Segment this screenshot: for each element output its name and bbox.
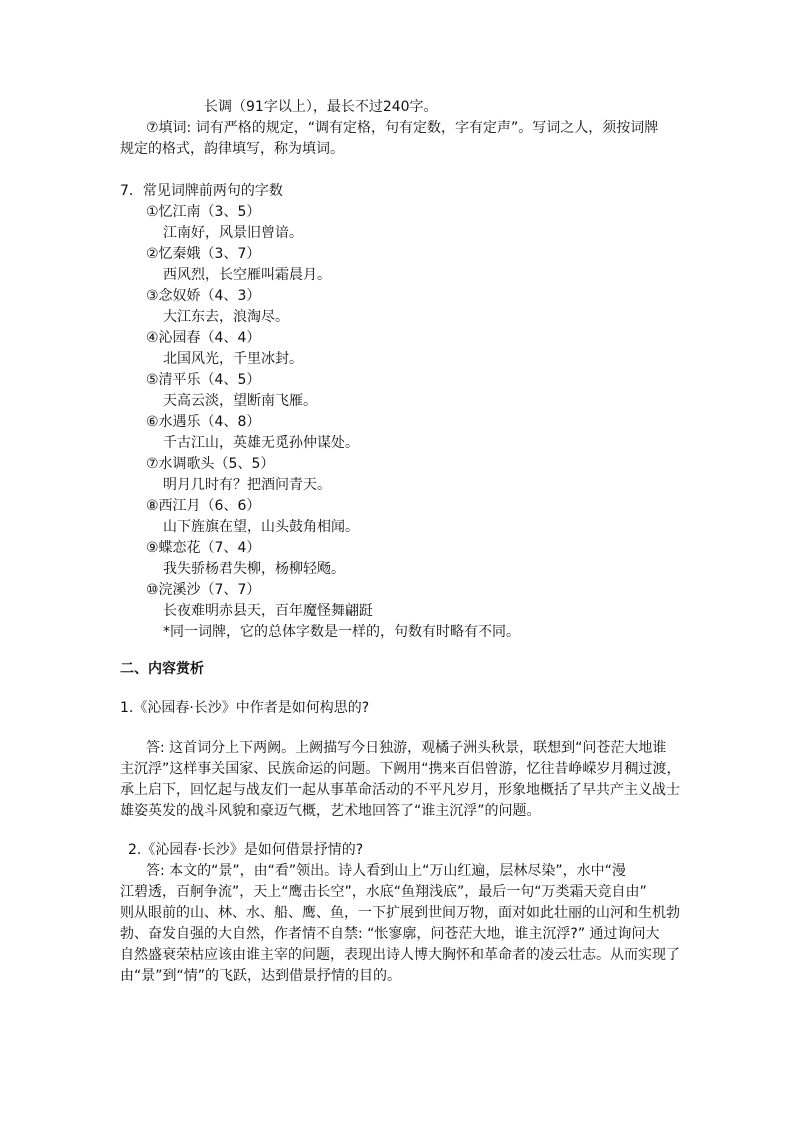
cipai-item-5: ⑤清平乐（4、5） bbox=[146, 372, 261, 388]
cipai-example-9: 我失骄杨君失柳，杨柳轻飏。 bbox=[163, 561, 345, 577]
tianci-paragraph-line-1: ⑦填词: 词有严格的规定，“调有定格，句有定数，字有定声”。写词之人，须按词牌 bbox=[146, 120, 659, 136]
cipai-item-3: ③念奴娇（4、3） bbox=[146, 288, 261, 304]
answer-1-line-3: 承上启下，回忆起与战友们一起从事革命活动的不平凡岁月，形象地概括了早共产主义战士 bbox=[120, 782, 680, 798]
cipai-example-7: 明月几时有？把酒问青天。 bbox=[163, 477, 331, 493]
answer-1-line-1: 答: 这首词分上下两阙。上阙描写今日独游，观橘子洲头秋景，联想到“问苍茫大地谁 bbox=[146, 740, 667, 756]
cipai-example-10: 长夜难明赤县天，百年魔怪舞翩跹 bbox=[163, 603, 373, 619]
cipai-note: *同一词牌，它的总体字数是一样的，句数有时略有不同。 bbox=[163, 624, 520, 640]
cipai-example-6: 千古江山，英雄无觅孙仲谋处。 bbox=[163, 435, 359, 451]
question-2: 2.《沁园春·长沙》是如何借景抒情的? bbox=[128, 842, 364, 858]
cipai-example-5: 天高云淡，望断南飞雁。 bbox=[163, 393, 317, 409]
section-heading-common-cipai: 7．常见词牌前两句的字数 bbox=[120, 183, 283, 199]
cipai-example-2: 西风烈，长空雁叫霜晨月。 bbox=[163, 267, 331, 283]
cipai-item-7: ⑦水调歌头（5、5） bbox=[146, 456, 275, 472]
cipai-item-8: ⑧西江月（6、6） bbox=[146, 498, 261, 514]
cipai-item-9: ⑨蝶恋花（7、4） bbox=[146, 540, 261, 556]
cipai-item-4: ④沁园春（4、4） bbox=[146, 330, 261, 346]
answer-2-line-4: 勃、奋发自强的大自然，作者情不自禁: “怅寥廓，问苍茫大地，谁主沉浮?” 通过询问大 bbox=[120, 926, 660, 942]
tianci-paragraph-line-2: 规定的格式，韵律填写，称为填词。 bbox=[120, 141, 344, 157]
answer-2-line-6: 由“景”到“情”的飞跃，达到借景抒情的目的。 bbox=[120, 968, 402, 984]
cipai-example-4: 北国风光，千里冰封。 bbox=[163, 351, 303, 367]
cipai-example-1: 江南好，风景旧曾谙。 bbox=[163, 225, 303, 241]
cipai-item-1: ①忆江南（3、5） bbox=[146, 204, 261, 220]
answer-2-line-1: 答: 本文的“景”，由“看”领出。诗人看到山上“万山红遍，层林尽染”，水中“漫 bbox=[146, 863, 626, 879]
answer-1-line-4: 雄姿英发的战斗风貌和豪迈气概，艺术地回答了“谁主沉浮”的问题。 bbox=[120, 803, 541, 819]
cipai-item-10: ⑩浣溪沙（7、7） bbox=[146, 582, 261, 598]
cipai-example-3: 大江东去，浪淘尽。 bbox=[163, 309, 289, 325]
ci-length-note: 长调（91字以上），最长不过240字。 bbox=[204, 99, 438, 115]
question-1: 1.《沁园春·长沙》中作者是如何构思的? bbox=[120, 700, 370, 716]
cipai-item-6: ⑥水遇乐（4、8） bbox=[146, 414, 261, 430]
cipai-example-8: 山下旌旗在望，山头鼓角相闻。 bbox=[163, 519, 359, 535]
answer-2-line-2: 江碧透，百舸争流”，天上“鹰击长空”，水底“鱼翔浅底”，最后一句“万类霜天竞自由” bbox=[120, 884, 647, 900]
section-heading-content-analysis: 二、内容赏析 bbox=[120, 661, 204, 677]
answer-2-line-5: 自然盛衰荣枯应该由谁主宰的问题，表现出诗人博大胸怀和革命者的凌云壮志。从而实现了 bbox=[120, 947, 680, 963]
answer-2-line-3: 则从眼前的山、林、水、船、鹰、鱼，一下扩展到世间万物，面对如此壮丽的山河和生机勃 bbox=[120, 905, 680, 921]
cipai-item-2: ②忆秦娥（3、7） bbox=[146, 246, 261, 262]
answer-1-line-2: 主沉浮”这样事关国家、民族命运的问题。下阙用“携来百侣曾游，忆往昔峥嵘岁月稠过渡， bbox=[120, 761, 681, 777]
